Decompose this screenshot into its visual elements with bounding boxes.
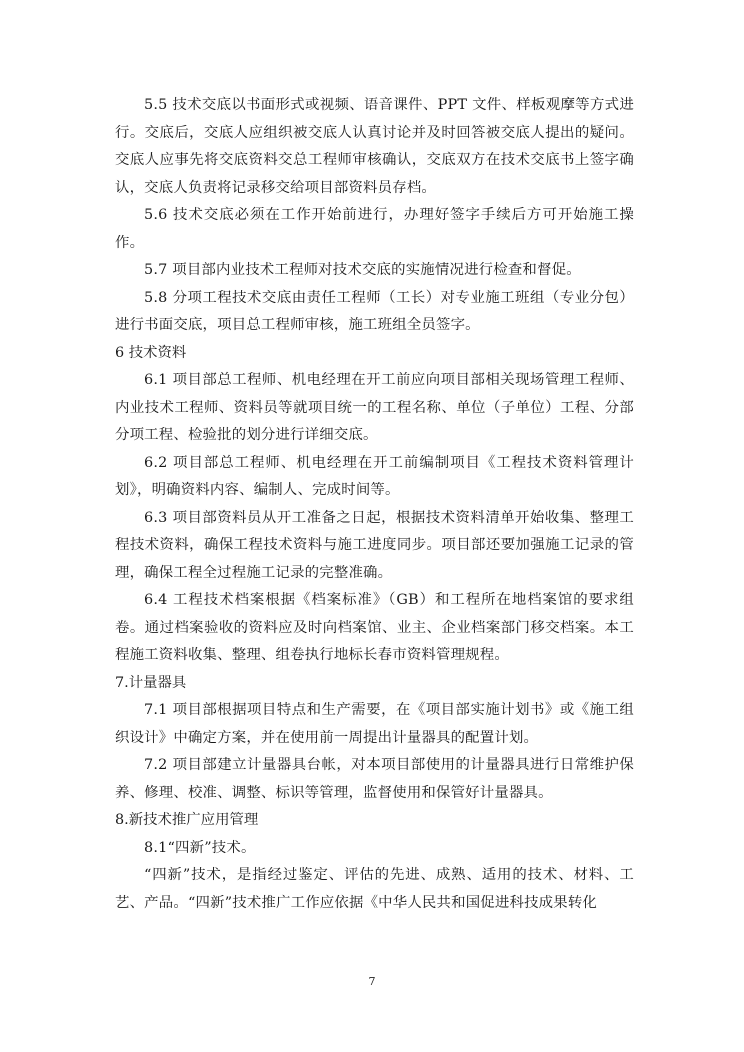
paragraph-6-4: 6.4 工程技术档案根据《档案标准》（GB）和工程所在地档案馆的要求组卷。通过档案验收的资料应及时向档案馆、业主、企业档案部门移交档案。本工程施工资料收集、整理、组卷执行地标长春市资料管理规程。 [115,592,634,663]
paragraph-7-1: 7.1 项目部根据项目特点和生产需要，在《项目部实施计划书》或《施工组织设计》中确定方案，并在使用前一周提出计量器具的配置计划。 [115,702,634,746]
page-number: 7 [368,975,376,988]
section-heading-7: 7.计量器具 [115,674,187,691]
paragraph-8-1: 8.1“四新”技术。 [144,839,256,856]
paragraph-5-8: 5.8 分项工程技术交底由责任工程师（工长）对专业施工班组（专业分包）进行书面交底，项目总工程师审核，施工班组全员签字。 [115,289,634,333]
paragraph-6-1: 6.1 项目部总工程师、机电经理在开工前应向项目部相关现场管理工程师、内业技术工程师、资料员等就项目统一的工程名称、单位（子单位）工程、分部分项工程、检验批的划分进行详细交底。 [115,372,634,443]
paragraph-5-6: 5.6 技术交底必须在工作开始前进行，办理好签字手续后方可开始施工操作。 [115,207,634,251]
paragraph-5-5: 5.5 技术交底以书面形式或视频、语音课件、PPT 文件、样板观摩等方式进行。交底后，交底人应组织被交底人认真讨论并及时回答被交底人提出的疑问。交底人应事先将交底资料交总工程师审核确认，交底双方在技术交底书上签字确认，交底人负责将记录移交给项目部资料员存档。 [115,97,634,196]
paragraph-7-2: 7.2 项目部建立计量器具台帐，对本项目部使用的计量器具进行日常维护保养、修理、校准、调整、标识等管理，监督使用和保管好计量器具。 [115,757,634,801]
section-heading-6: 6 技术资料 [115,344,187,361]
document-body [115,92,634,917]
paragraph-6-2: 6.2 项目部总工程师、机电经理在开工前编制项目《工程技术资料管理计划》，明确资料内容、编制人、完成时间等。 [115,454,634,498]
paragraph-5-7: 5.7 项目部内业技术工程师对技术交底的实施情况进行检查和督促。 [144,262,581,278]
paragraph-four-new-tech: “四新”技术，是指经过鉴定、评估的先进、成熟、适用的技术、材料、工艺、产品。“四新”技术推广工作应依据《中华人民共和国促进科技成果转化 [115,867,634,911]
paragraph-6-3: 6.3 项目部资料员从开工准备之日起，根据技术资料清单开始收集、整理工程技术资料，确保工程技术资料与施工进度同步。项目部还要加强施工记录的管理，确保工程全过程施工记录的完整准确。 [115,509,634,581]
section-heading-8: 8.新技术推广应用管理 [115,812,259,828]
